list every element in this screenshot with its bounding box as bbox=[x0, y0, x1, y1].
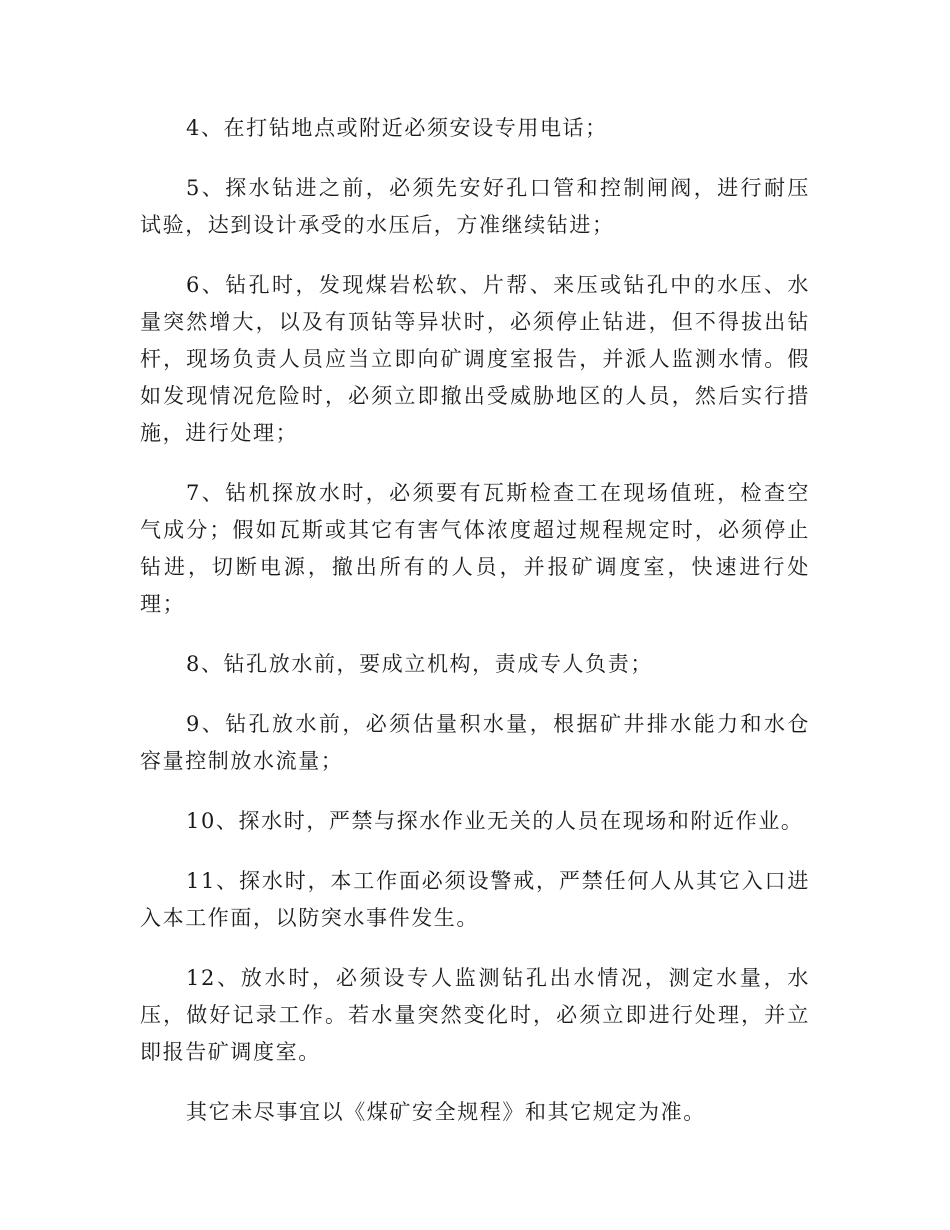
paragraph-item-7: 7、钻机探放水时，必须要有瓦斯检查工在现场值班，检查空气成分；假如瓦斯或其它有害气体浓度超过规程规定时，必须停止钻进，切断电源，撤出所有的人员，并报矿调度室，快速进行处理； bbox=[140, 481, 810, 616]
paragraph-item-9: 9、钻孔放水前，必须估量积水量，根据矿井排水能力和水仓容量控制放水流量； bbox=[140, 712, 810, 773]
closing-paragraph: 其它未尽事宜以《煤矿安全规程》和其它规定为准。 bbox=[186, 1100, 706, 1124]
paragraph-item-4: 4、在打钻地点或附近必须安设专用电话； bbox=[186, 116, 608, 140]
paragraph-item-10: 10、探水时，严禁与探水作业无关的人员在现场和附近作业。 bbox=[186, 809, 804, 833]
paragraph-item-5: 5、探水钻进之前，必须先安好孔口管和控制闸阀，进行耐压试验，达到设计承受的水压后，方准继续钻进； bbox=[140, 176, 810, 237]
document-body bbox=[140, 110, 810, 1154]
paragraph-item-6: 6、钻孔时，发现煤岩松软、片帮、来压或钻孔中的水压、水量突然增大，以及有顶钻等异状时，必须停止钻进，但不得拔出钻杆，现场负责人员应当立即向矿调度室报告，并派人监测水情。假如发现情况危险时，必须立即撤出受威胁地区的人员，然后实行措施，进行处理； bbox=[140, 273, 810, 445]
paragraph-item-8: 8、钻孔放水前，要成立机构，责成专人负责； bbox=[186, 652, 653, 676]
paragraph-item-11: 11、探水时，本工作面必须设警戒，严禁任何人从其它入口进入本工作面，以防突水事件发生。 bbox=[140, 869, 810, 930]
paragraph-item-12: 12、放水时，必须设专人监测钻孔出水情况，测定水量，水压，做好记录工作。若水量突然变化时，必须立即进行处理，并立即报告矿调度室。 bbox=[140, 966, 810, 1064]
